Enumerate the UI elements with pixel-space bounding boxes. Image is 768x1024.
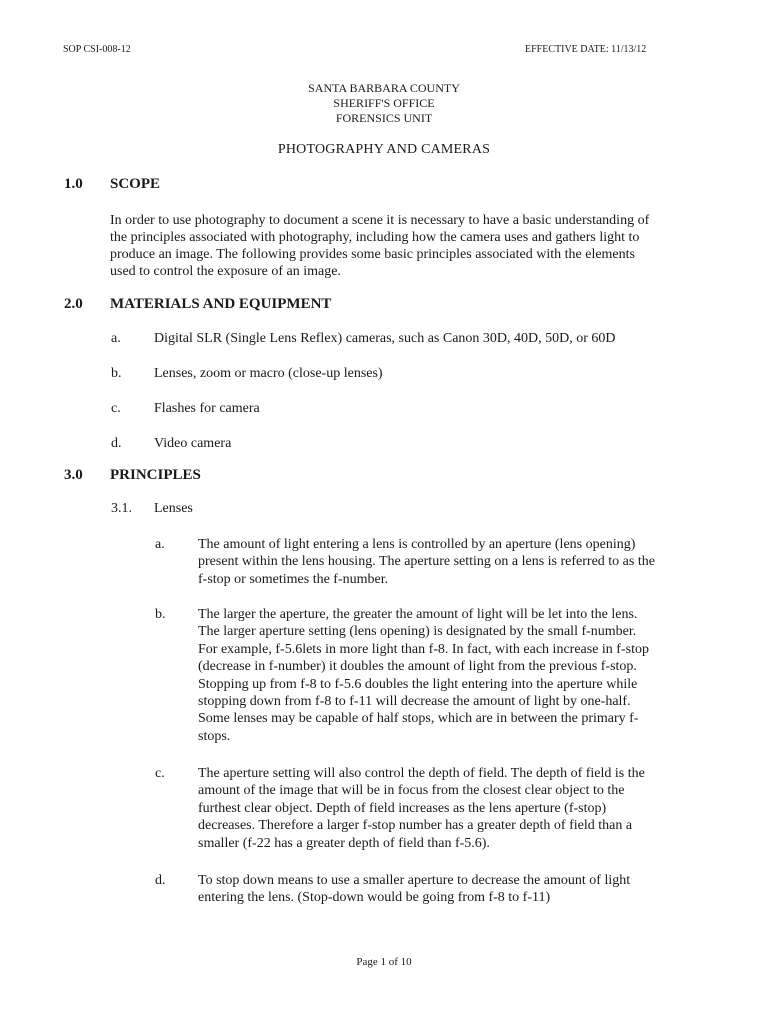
org-unit: FORENSICS UNIT (335, 111, 433, 125)
paragraph-line: Some lenses may be capable of half stops, which are in between the primary f- (198, 711, 639, 727)
paragraph-line: To stop down means to use a smaller aperture to decrease the amount of light (198, 873, 631, 888)
paragraph-line: decreases. Therefore a larger f-stop number has a greater depth of field than a (198, 818, 633, 834)
section-1-title: SCOPE (110, 176, 161, 192)
list-item-marker: d. (111, 436, 122, 451)
lenses-item-b (198, 606, 649, 745)
paragraph-line: The aperture setting will also control the depth of field. The depth of field is the (198, 766, 645, 781)
section-1-number: 1.0 (64, 176, 83, 192)
list-item-text: Digital SLR (Single Lens Reflex) cameras, such as Canon 30D, 40D, 50D, or 60D (154, 331, 616, 346)
subsection-title: Lenses (154, 501, 193, 516)
subsection-number: 3.1. (111, 501, 132, 516)
paragraph-line: Stopping up from f-8 to f-5.6 doubles the light entering into the aperture while (198, 676, 638, 692)
paragraph-line: stops. (198, 728, 231, 744)
section-3-title: PRINCIPLES (110, 467, 201, 483)
page-title: PHOTOGRAPHY AND CAMERAS (277, 142, 491, 157)
lenses-item-a (198, 536, 655, 588)
list-item-marker: c. (155, 766, 165, 781)
paragraph-line: entering the lens. (Stop-down would be going from f-8 to f-11) (198, 890, 551, 906)
list-item-text: Lenses, zoom or macro (close-up lenses) (154, 366, 383, 381)
list-item-marker: a. (155, 537, 165, 552)
list-item-marker: b. (111, 366, 122, 381)
scope-line: In order to use photography to document a scene it is necessary to have a basic understanding of (110, 213, 650, 228)
org-county: SANTA BARBARA COUNTY (308, 81, 460, 95)
section-2-title: MATERIALS AND EQUIPMENT (110, 296, 332, 312)
document-id: SOP CSI-008-12 (63, 44, 131, 55)
paragraph-line: present within the lens housing. The aperture setting on a lens is referred to as the (198, 554, 655, 570)
list-item-marker: d. (155, 873, 166, 888)
paragraph-line: (decrease in f-number) it doubles the amount of light from the previous f-stop. (198, 659, 637, 675)
effective-date: EFFECTIVE DATE: 11/13/12 (525, 44, 647, 55)
list-item-marker: b. (155, 607, 166, 622)
org-office: SHERIFF'S OFFICE (333, 96, 435, 110)
paragraph-line: furthest clear object. Depth of field increases as the lens aperture (f-stop) (198, 800, 607, 816)
list-item-marker: c. (111, 401, 121, 416)
paragraph-line: The larger aperture setting (lens opening) is designated by the small f-number. (198, 624, 637, 640)
paragraph-line: The amount of light entering a lens is controlled by an aperture (lens opening) (198, 537, 636, 552)
paragraph-line: stopping down from f-8 to f-11 will decrease the amount of light by one-half. (198, 694, 631, 710)
paragraph-line: amount of the image that will be in focus from the closest clear object to the (198, 783, 625, 799)
page-number: Page 1 of 10 (356, 956, 412, 968)
paragraph-line: smaller (f-22 has a greater depth of field than f-5.6). (198, 835, 490, 851)
list-item-text: Flashes for camera (154, 401, 260, 416)
lenses-item-d (198, 872, 630, 907)
section-3-number: 3.0 (64, 467, 83, 483)
lenses-item-c (198, 765, 645, 852)
paragraph-line: For example, f-5.6lets in more light than f-8. In fact, with each increase in f-stop (198, 641, 649, 657)
section-2-number: 2.0 (64, 296, 83, 312)
paragraph-line: The larger the aperture, the greater the amount of light will be let into the lens. (198, 607, 638, 622)
scope-line: used to control the exposure of an image. (110, 264, 341, 279)
scope-line: the principles associated with photography, including how the camera uses and gathers light to (110, 230, 640, 245)
list-item-text: Video camera (154, 436, 232, 451)
list-item-marker: a. (111, 331, 121, 346)
scope-line: produce an image. The following provides some basic principles associated with the elements (110, 247, 635, 262)
paragraph-line: f-stop or sometimes the f-number. (198, 571, 389, 587)
